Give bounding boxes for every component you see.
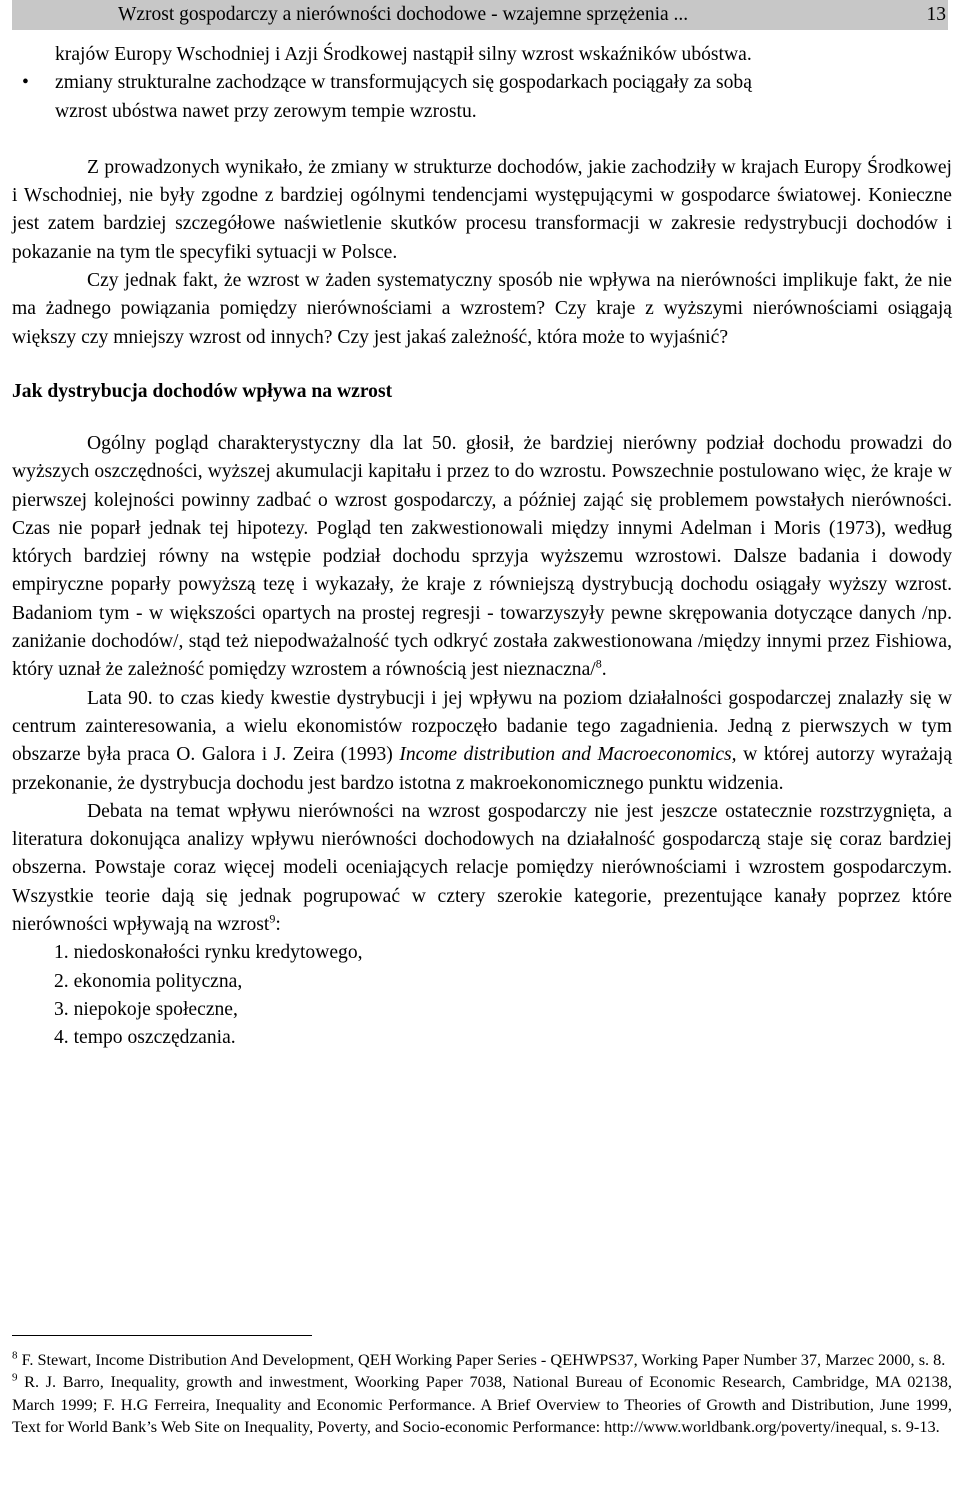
page-number: 13 xyxy=(926,4,946,25)
footnote-ref-8[interactable]: 8 xyxy=(595,656,602,671)
footnote-separator xyxy=(12,1335,312,1336)
bullet-line-2: wzrost ubóstwa nawet przy zerowym tempie wzrostu. xyxy=(55,100,477,122)
bullet-line-1: zmiany strukturalne zachodzące w transformujących się gospodarkach pociągały za sobą xyxy=(55,72,752,94)
footnotes xyxy=(12,1349,952,1439)
list-item: 4. tempo oszczędzania. xyxy=(54,1027,236,1049)
main-text xyxy=(12,41,952,1053)
paragraph-4 xyxy=(12,685,952,798)
paragraph-5-end: : xyxy=(275,914,281,936)
footnote-ref-9[interactable]: 9 xyxy=(269,911,276,926)
paragraph-4-text-b: w której autorzy wyrażają przekonanie, że dystrybucja dochodu jest bardzo istotna z makroekonomicznego punktu widzenia. xyxy=(12,744,953,794)
paragraph-4-text-a: Lata 90. to czas kiedy kwestie dystrybucji i jej wpływu na poziom działalności gospodarczej znalazły się w centrum zainteresowania, a wielu ekonomistów rozpoczęło badanie tego zagadnienia. Jedną z pierwszych w tym obszarze była praca O. Galora i J. Zeira (1993) xyxy=(12,687,952,766)
footnote-9 xyxy=(12,1371,952,1438)
running-title: Wzrost gospodarczy a nierówności dochodowe - wzajemne sprzężenia ... xyxy=(118,4,689,25)
list-item: 3. niepokoje społeczne, xyxy=(54,998,238,1020)
footnote-8 xyxy=(12,1349,952,1371)
section-heading: Jak dystrybucja dochodów wpływa na wzrost xyxy=(12,380,393,402)
footnote-number: 9 xyxy=(12,1371,18,1384)
paragraph-2: Czy jednak fakt, że wzrost w żaden systematyczny sposób nie wpływa na nierówności implikuje fakt, że nie ma żadnego powiązania pomiędzy nierównościami a wzrostem? Czy kraje z wyższymi nierównościami osiągają większy czy mniejszy wzrost od innych? Czy jest jakaś zależność, która może to wyjaśnić? xyxy=(12,270,952,348)
bullet-icon: • xyxy=(22,72,29,94)
list-item: 1. niedoskonałości rynku kredytowego, xyxy=(54,942,363,964)
footnote-number: 8 xyxy=(12,1349,18,1362)
paragraph-3-text: Ogólny pogląd charakterystyczny dla lat 50. głosił, że bardziej nierówny podział dochodu prowadzi do wyższych oszczędności, wyższej akumulacji kapitału i przez to do wzrostu. Powszechnie postulowano więc, że kraje w pierwszej kolejności powinny zadbać o wzrost gospodarczy, a później zająć się problemem powstałych nierówności. Czas nie poparł jednak tej hipotezy. Pogląd ten zakwestionowali między innymi Adelman i Moris (1973), według których bardziej równy na wstępie podział dochodu sprzyja wyższemu wzrostowi. Dalsze badania i dowody empiryczne poparły powyższą tezę i wykazały, że kraje z równiejszą dystrybucją dochodu osiągały wyższy wzrost. Badaniom tym - w większości opartych na prostej regresji - towarzyszyły pewne skrępowania dotyczące danych /np. zaniżanie dochodów/, stąd też niepodważalność tych odkryć została zakwestionowana /między innymi przez Fishiowa, który uznał że zależność pomiędzy wzrostem a równością jest nieznaczna/ xyxy=(12,432,952,681)
paragraph-5-text: Debata na temat wpływu nierówności na wzrost gospodarczy nie jest jeszcze ostatecznie rozstrzygnięta, a literatura dokonująca analizy wpływu nierówności dochodowych na działalność gospodarczą staje się coraz bardziej obszerna. Powstaje coraz więcej modeli oceniających relacje pomiędzy nierównościami i wzrostem gospodarczym. Wszystkie teorie dają się jednak pogrupować w cztery szerokie kategorie, prezentujące kanały poprzez które nierówności wpływają na wzrost xyxy=(12,800,952,936)
running-header xyxy=(12,0,948,30)
paragraph-5 xyxy=(12,798,952,939)
footnote-text: R. J. Barro, Inequality, growth and inwestment, Woorking Paper 7038, National Bureau of Economic Research, Cambridge, MA 02138, March 1999; F. H.G Ferreira, Inequality and Economic Performance. A Brief Overview to Theories of Growth and Distribution, June 1999, Text for World Bank’s Web Site on Inequality, Poverty, and Socio-economic Performance: http://www.worldbank.org/poverty/inequal, s. 9-13. xyxy=(12,1372,952,1437)
paragraph-3 xyxy=(12,430,952,685)
opening-line: krajów Europy Wschodniej i Azji Środkowej nastąpił silny wzrost wskaźników ubóstwa. xyxy=(55,44,752,65)
bullet-list xyxy=(12,69,952,126)
list-item: 2. ekonomia polityczna, xyxy=(54,970,243,992)
paragraph-3-end: . xyxy=(601,659,607,681)
bullet-item xyxy=(22,69,952,126)
work-title: Income distribution and Macroeconomics, xyxy=(399,744,737,766)
channels-list xyxy=(12,939,952,1052)
paragraph-1: Z prowadzonych wynikało, że zmiany w strukturze dochodów, jakie zachodziły w krajach Europy Środkowej i Wschodniej, nie były zgodne z bardziej ogólnymi tendencjami występującymi w gospodarce światowej. Konieczne jest zatem bardziej szczegółowe naświetlenie skutków procesu transformacji w zakresie redystrybucji dochodów i pokazanie na tym tle specyfiki sytuacji w Polsce. xyxy=(12,156,952,263)
footnote-text: F. Stewart, Income Distribution And Development, QEH Working Paper Series - QEHWPS37, Working Paper Number 37, Marzec 2000, s. 8. xyxy=(17,1350,946,1369)
